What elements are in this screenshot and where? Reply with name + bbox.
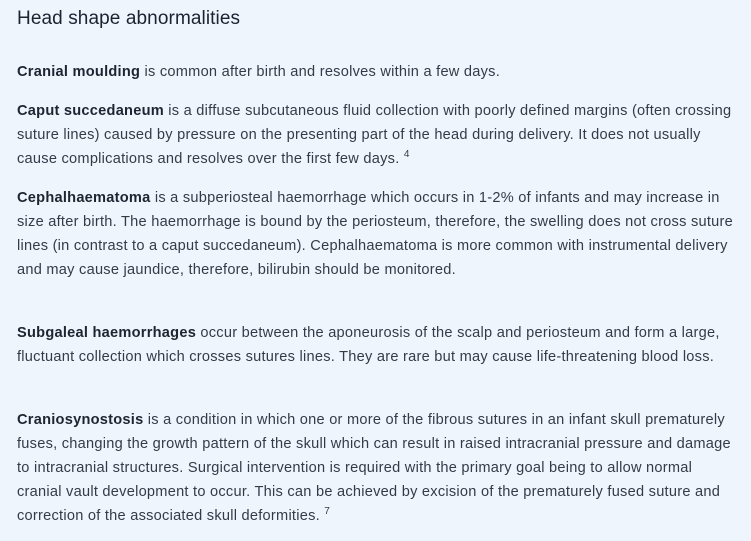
paragraph-text: is common after birth and resolves within a few days. bbox=[140, 64, 501, 80]
term-craniosynostosis: Craniosynostosis bbox=[17, 412, 144, 428]
paragraph-text: is a diffuse subcutaneous fluid collection with poorly defined margins (often crossing suture lines) caused by pressure on the presenting part of the head during delivery. It does not usually cause complications and resolves over the first few days. bbox=[17, 103, 732, 167]
term-cephalhaematoma: Cephalhaematoma bbox=[17, 190, 151, 206]
term-caput-succedaneum: Caput succedaneum bbox=[17, 103, 164, 119]
term-subgaleal-haemorrhages: Subgaleal haemorrhages bbox=[17, 325, 197, 341]
paragraph-caput-succedaneum bbox=[17, 99, 741, 171]
paragraph-text: occur between the aponeurosis of the scalp and periosteum and form a large, fluctuant collection which crosses sutures lines. They are rare but may cause life-threatening blood loss. bbox=[17, 325, 720, 365]
reference-link[interactable]: 7 bbox=[324, 506, 331, 517]
paragraph-text: is a condition in which one or more of the fibrous sutures in an infant skull prematurely fuses, changing the growth pattern of the skull which can result in raised intracranial pressure and damage to intracranial structures. Surgical intervention is required with the primary goal being to allow normal cranial vault development to occur. This can be achieved by excision of the prematurely fused suture and correction of the associated skull deformities. bbox=[17, 412, 731, 524]
section-heading: Head shape abnormalities bbox=[17, 8, 241, 29]
term-cranial-moulding: Cranial moulding bbox=[17, 64, 141, 80]
paragraph-text: is a subperiosteal haemorrhage which occurs in 1-2% of infants and may increase in size after birth. The haemorrhage is bound by the periosteum, therefore, the swelling does not cross suture lines (in contrast to a caput succedaneum). Cephalhaematoma is more common with instrumental delivery and may cause jaundice, therefore, bilirubin should be monitored. bbox=[17, 190, 734, 278]
paragraph-cephalhaematoma bbox=[17, 186, 741, 282]
paragraph-cranial-moulding bbox=[17, 60, 741, 84]
paragraph-subgaleal-haemorrhages bbox=[17, 321, 741, 369]
reference-link[interactable]: 4 bbox=[403, 149, 410, 160]
paragraph-craniosynostosis bbox=[17, 408, 741, 528]
